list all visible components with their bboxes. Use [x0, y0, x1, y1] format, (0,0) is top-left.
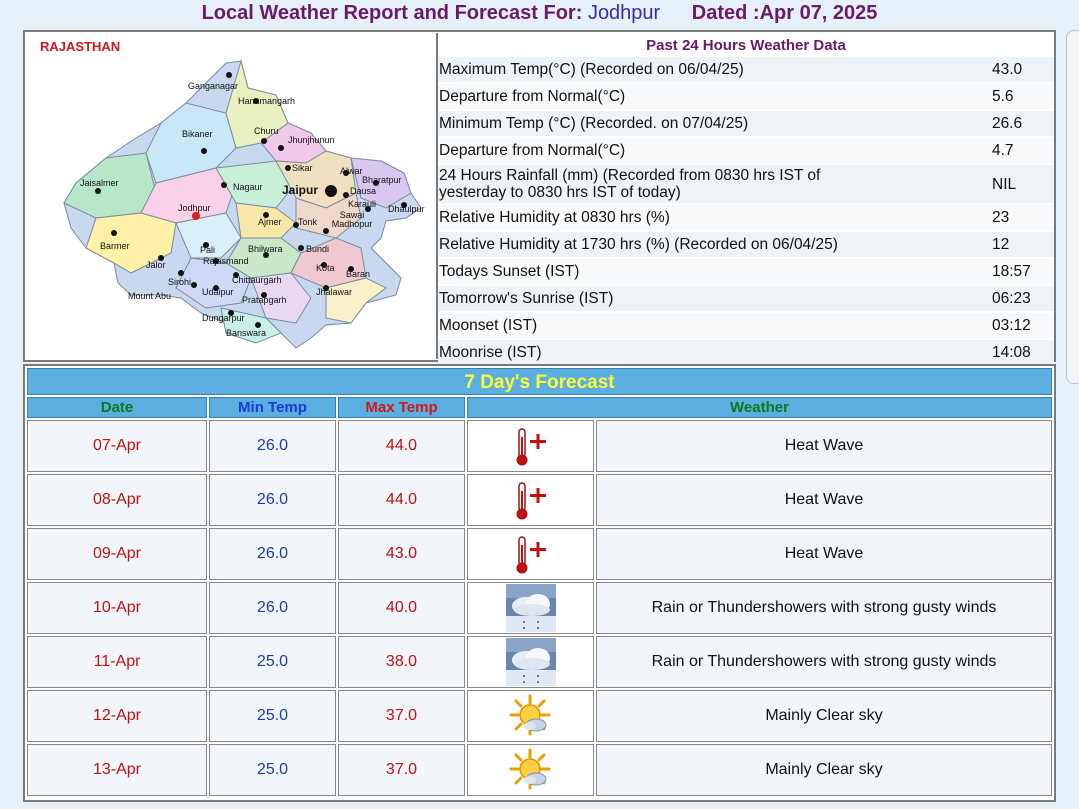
map-label-hanumangarh: Hanumangarh [238, 96, 296, 106]
forecast-max-temp: 37.0 [338, 744, 465, 796]
map-label-sirohi: Sirohi [168, 277, 192, 287]
forecast-weather-icon-cell [467, 528, 594, 580]
map-label-baran: Baran [346, 269, 371, 279]
map-label-udaipur: Udaipur [202, 287, 234, 297]
forecast-weather-text: Heat Wave [596, 528, 1052, 580]
forecast-weather-icon-cell [467, 690, 594, 742]
past-row-sunrise [438, 286, 1054, 313]
past-row-value: 14:08 [992, 344, 1031, 361]
map-label-pali: Pali [200, 245, 216, 255]
heat-wave-icon [508, 477, 554, 523]
forecast-min-temp: 26.0 [209, 582, 336, 634]
forecast-min-temp: 26.0 [209, 474, 336, 526]
map-label-kota: Kota [316, 263, 335, 273]
past-row-sunset [438, 259, 1054, 286]
past-row-moonset [438, 313, 1054, 340]
past-row-label: Minimum Temp (°C) (Recorded. on 07/04/25) [439, 115, 749, 132]
heat-wave-icon [508, 423, 554, 469]
past-row-value: 5.6 [992, 88, 1014, 105]
forecast-row [27, 636, 1052, 688]
map-label-bhilwara: Bhilwara [248, 244, 283, 254]
past-row-moonrise [438, 340, 1054, 367]
map-label-nagaur: Nagaur [233, 182, 263, 192]
forecast-row [27, 474, 1052, 526]
map-label-sikar: Sikar [292, 163, 313, 173]
forecast-max-temp: 38.0 [338, 636, 465, 688]
title-prefix: Local Weather Report and Forecast For: [201, 2, 583, 24]
thunderstorm-icon [506, 638, 556, 686]
past-row-label: Tomorrow's Sunrise (IST) [439, 290, 614, 307]
forecast-row [27, 582, 1052, 634]
past-row-min-temp [438, 111, 1054, 138]
forecast-max-temp: 37.0 [338, 690, 465, 742]
map-label-jodhpur: Jodhpur [178, 203, 211, 213]
map-label-jalor: Jalor [146, 260, 166, 270]
map-label-jhalawar: Jhalawar [316, 287, 353, 297]
forecast-max-temp: 40.0 [338, 582, 465, 634]
map-label-karauli: Karauli [348, 199, 377, 209]
forecast-weather-icon-cell [467, 744, 594, 796]
map-label-rajasmand: Rajasmand [203, 256, 249, 266]
past-row-max-departure [438, 84, 1054, 111]
past-row-value: 4.7 [992, 142, 1014, 159]
forecast-row [27, 744, 1052, 796]
scrollbar[interactable] [1066, 30, 1079, 384]
past-row-humidity-0830 [438, 205, 1054, 232]
map-label-dhaulpur: Dhaulpur [388, 204, 425, 214]
forecast-panel [23, 364, 1056, 802]
col-header-max-temp: Max Temp [338, 397, 465, 418]
forecast-row [27, 690, 1052, 742]
map-label-bundi: Bundi [306, 244, 330, 254]
forecast-weather-icon-cell [467, 582, 594, 634]
past-row-value: 23 [992, 209, 1010, 226]
map-label-churu: Churu [254, 126, 279, 136]
map-label-dungarpur: Dungarpur [202, 313, 245, 323]
forecast-weather-text: Rain or Thundershowers with strong gusty winds [596, 636, 1052, 688]
forecast-max-temp: 44.0 [338, 420, 465, 472]
past-row-value: 12 [992, 236, 1010, 253]
past-24-hours-heading: Past 24 Hours Weather Data [438, 33, 1054, 57]
past-row-label: Moonrise (IST) [439, 344, 542, 361]
forecast-weather-icon-cell [467, 636, 594, 688]
past-24-hours-rows [438, 57, 1054, 367]
forecast-weather-icon-cell [467, 420, 594, 472]
forecast-min-temp: 25.0 [209, 690, 336, 742]
forecast-date: 11-Apr [27, 636, 207, 688]
title-city: Jodhpur [587, 2, 661, 24]
rajasthan-map [26, 33, 438, 359]
forecast-weather-text: Mainly Clear sky [596, 690, 1052, 742]
past-row-value: 26.6 [992, 115, 1023, 132]
map-label-chittaurgarh: Chittaurgarh [232, 275, 282, 285]
col-header-weather: Weather [467, 397, 1052, 418]
col-header-date: Date [27, 397, 207, 418]
map-label-bikaner: Bikaner [182, 129, 213, 139]
map-label-tonk: Tonk [298, 217, 318, 227]
past-24-hours-table [438, 33, 1054, 359]
forecast-weather-text: Heat Wave [596, 474, 1052, 526]
forecast-header-row [27, 397, 1052, 418]
forecast-date: 13-Apr [27, 744, 207, 796]
past-row-value: 18:57 [992, 263, 1031, 280]
title-date: Dated :Apr 07, 2025 [691, 2, 878, 24]
map-label-ganganagar: Ganganagar [188, 81, 239, 91]
map-label-mount-abu: Mount Abu [128, 291, 172, 301]
map-label-alwar: Alwar [340, 166, 363, 176]
forecast-weather-text: Heat Wave [596, 420, 1052, 472]
forecast-date: 12-Apr [27, 690, 207, 742]
past-row-label: Relative Humidity at 0830 hrs (%) [439, 209, 670, 226]
forecast-date: 09-Apr [27, 528, 207, 580]
top-panel [23, 30, 1056, 362]
forecast-min-temp: 25.0 [209, 744, 336, 796]
map-label-dausa: Dausa [350, 186, 377, 196]
forecast-title: 7 Day's Forecast [27, 368, 1052, 395]
forecast-min-temp: 26.0 [209, 528, 336, 580]
forecast-rows [27, 420, 1052, 798]
heat-wave-icon [508, 531, 554, 577]
clear-sky-icon [508, 747, 554, 793]
past-row-rainfall [438, 165, 1054, 205]
map-label-jaisalmer: Jaisalmer [80, 178, 119, 188]
forecast-date: 10-Apr [27, 582, 207, 634]
map-label-banswara: Banswara [226, 328, 267, 338]
forecast-row [27, 528, 1052, 580]
forecast-row [27, 420, 1052, 472]
forecast-weather-text: Rain or Thundershowers with strong gusty winds [596, 582, 1052, 634]
past-row-label: Moonset (IST) [439, 317, 538, 334]
forecast-max-temp: 44.0 [338, 474, 465, 526]
past-row-label: Relative Humidity at 1730 hrs (%) (Recorded on 06/04/25) [439, 236, 838, 253]
past-row-min-departure [438, 138, 1054, 165]
map-label-jaipur: Jaipur [282, 183, 319, 197]
map-label-ajmer: Ajmer [258, 217, 282, 227]
map-label-barmer: Barmer [100, 241, 130, 251]
map-label-jhunjhunun: Jhunjhunun [288, 135, 335, 145]
map-label-pratapgarh: Pratapgarh [242, 295, 287, 305]
forecast-max-temp: 43.0 [338, 528, 465, 580]
page-title [0, 2, 1079, 25]
forecast-weather-text: Mainly Clear sky [596, 744, 1052, 796]
past-row-label: Departure from Normal(°C) [439, 88, 626, 105]
thunderstorm-icon [506, 584, 556, 632]
map-label-sawai-madhopur: Sawai Madhopur [331, 210, 373, 229]
past-row-value: NIL [992, 175, 1017, 193]
forecast-min-temp: 25.0 [209, 636, 336, 688]
past-row-max-temp [438, 57, 1054, 84]
map-state-label: RAJASTHAN [40, 39, 121, 54]
past-row-label: Todays Sunset (IST) [439, 263, 580, 280]
past-row-value: 03:12 [992, 317, 1031, 334]
col-header-min-temp: Min Temp [209, 397, 336, 418]
forecast-date: 07-Apr [27, 420, 207, 472]
forecast-min-temp: 26.0 [209, 420, 336, 472]
past-row-value: 06:23 [992, 290, 1031, 307]
past-row-label: Maximum Temp(°C) (Recorded on 06/04/25) [439, 61, 744, 78]
past-row-value: 43.0 [992, 61, 1023, 78]
clear-sky-icon [508, 693, 554, 739]
forecast-weather-icon-cell [467, 474, 594, 526]
past-row-label: Departure from Normal(°C) [439, 142, 626, 159]
forecast-date: 08-Apr [27, 474, 207, 526]
past-row-humidity-1730 [438, 232, 1054, 259]
map-label-bharatpur: Bharatpur [362, 175, 402, 185]
past-row-label: 24 Hours Rainfall (mm) (Recorded from 0830 hrs IST of yesterday to 0830 hrs IST of today) [439, 167, 821, 201]
